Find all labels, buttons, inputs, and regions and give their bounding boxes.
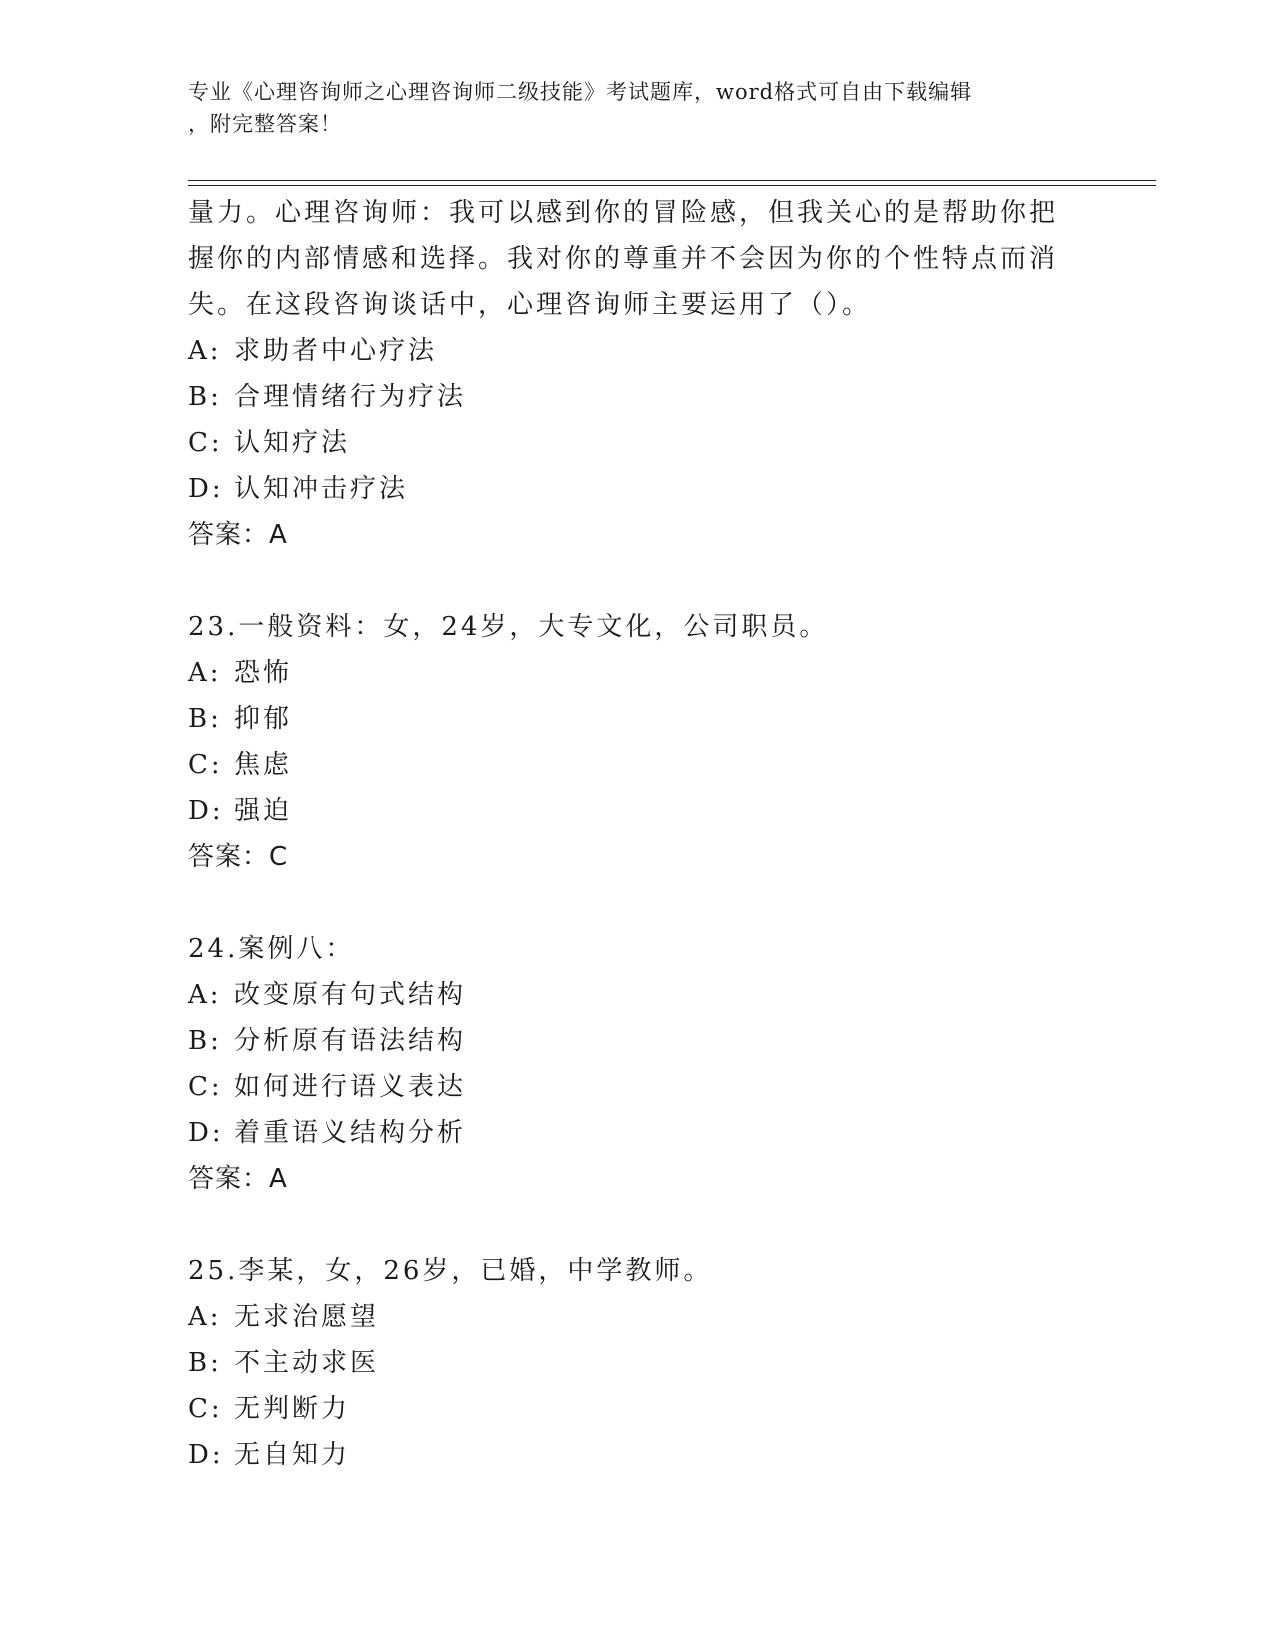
header-line-2: ，附完整答案！ [188, 112, 342, 136]
option-b [188, 1340, 1088, 1386]
option-text: 改变原有句式结构 [234, 980, 467, 1010]
option-key: B: [188, 1026, 222, 1056]
option-key: D: [188, 474, 224, 504]
question-23 [188, 604, 1088, 880]
option-a [188, 328, 1088, 374]
option-text: 强迫 [234, 796, 293, 826]
option-text: 恐怖 [234, 658, 293, 688]
question-stem: 25.李某，女，26岁，已婚，中学教师。 [188, 1256, 713, 1286]
option-text: 抑郁 [234, 704, 293, 734]
option-text: 无判断力 [234, 1394, 351, 1424]
option-key: D: [188, 1440, 224, 1470]
option-text: 无自知力 [234, 1440, 351, 1470]
document-header [188, 76, 1068, 140]
question-stem: 24.案例八： [188, 934, 355, 964]
option-c [188, 420, 1088, 466]
question-stem: 23.一般资料：女，24岁，大专文化，公司职员。 [188, 612, 829, 642]
option-text: 认知冲击疗法 [234, 474, 409, 504]
header-divider-top [188, 180, 1156, 181]
option-text: 合理情绪行为疗法 [234, 382, 467, 412]
option-a [188, 972, 1088, 1018]
option-key: B: [188, 704, 222, 734]
option-a [188, 650, 1088, 696]
question-content [188, 190, 1088, 1478]
option-b [188, 696, 1088, 742]
option-a [188, 1294, 1088, 1340]
answer-line: 答案：A [188, 520, 288, 550]
option-text: 着重语义结构分析 [234, 1118, 467, 1148]
option-d [188, 466, 1088, 512]
answer-line: 答案：A [188, 1164, 288, 1194]
spacer [188, 558, 1088, 604]
option-text: 认知疗法 [234, 428, 351, 458]
answer-line: 答案：C [188, 842, 289, 872]
option-c [188, 1386, 1088, 1432]
option-key: C: [188, 750, 223, 780]
option-c [188, 742, 1088, 788]
option-d [188, 1110, 1088, 1156]
option-text: 分析原有语法结构 [234, 1026, 467, 1056]
option-c [188, 1064, 1088, 1110]
option-d [188, 788, 1088, 834]
option-key: A: [188, 980, 222, 1010]
option-key: A: [188, 336, 222, 366]
question-continued [188, 190, 1088, 558]
option-key: C: [188, 1072, 223, 1102]
option-b [188, 374, 1088, 420]
question-text-line: 量力。心理咨询师：我可以感到你的冒险感，但我关心的是帮助你把 [188, 198, 1059, 228]
spacer [188, 1202, 1088, 1248]
option-key: A: [188, 658, 222, 688]
option-key: B: [188, 1348, 222, 1378]
question-24 [188, 926, 1088, 1202]
option-key: B: [188, 382, 222, 412]
option-text: 无求治愿望 [234, 1302, 380, 1332]
option-d [188, 1432, 1088, 1478]
option-text: 求助者中心疗法 [234, 336, 438, 366]
option-key: C: [188, 428, 223, 458]
option-key: A: [188, 1302, 222, 1332]
header-line-1: 专业《心理咨询师之心理咨询师二级技能》考试题库，word格式可自由下载编辑 [188, 80, 973, 104]
option-text: 不主动求医 [234, 1348, 380, 1378]
question-25 [188, 1248, 1088, 1478]
question-text-line: 握你的内部情感和选择。我对你的尊重并不会因为你的个性特点而消 [188, 244, 1059, 274]
option-b [188, 1018, 1088, 1064]
question-text-line: 失。在这段咨询谈话中，心理咨询师主要运用了（）。 [188, 290, 872, 320]
spacer [188, 880, 1088, 926]
option-text: 焦虑 [234, 750, 293, 780]
option-key: D: [188, 1118, 224, 1148]
option-key: D: [188, 796, 224, 826]
option-text: 如何进行语义表达 [234, 1072, 467, 1102]
header-divider-bottom [188, 185, 1156, 186]
option-key: C: [188, 1394, 223, 1424]
